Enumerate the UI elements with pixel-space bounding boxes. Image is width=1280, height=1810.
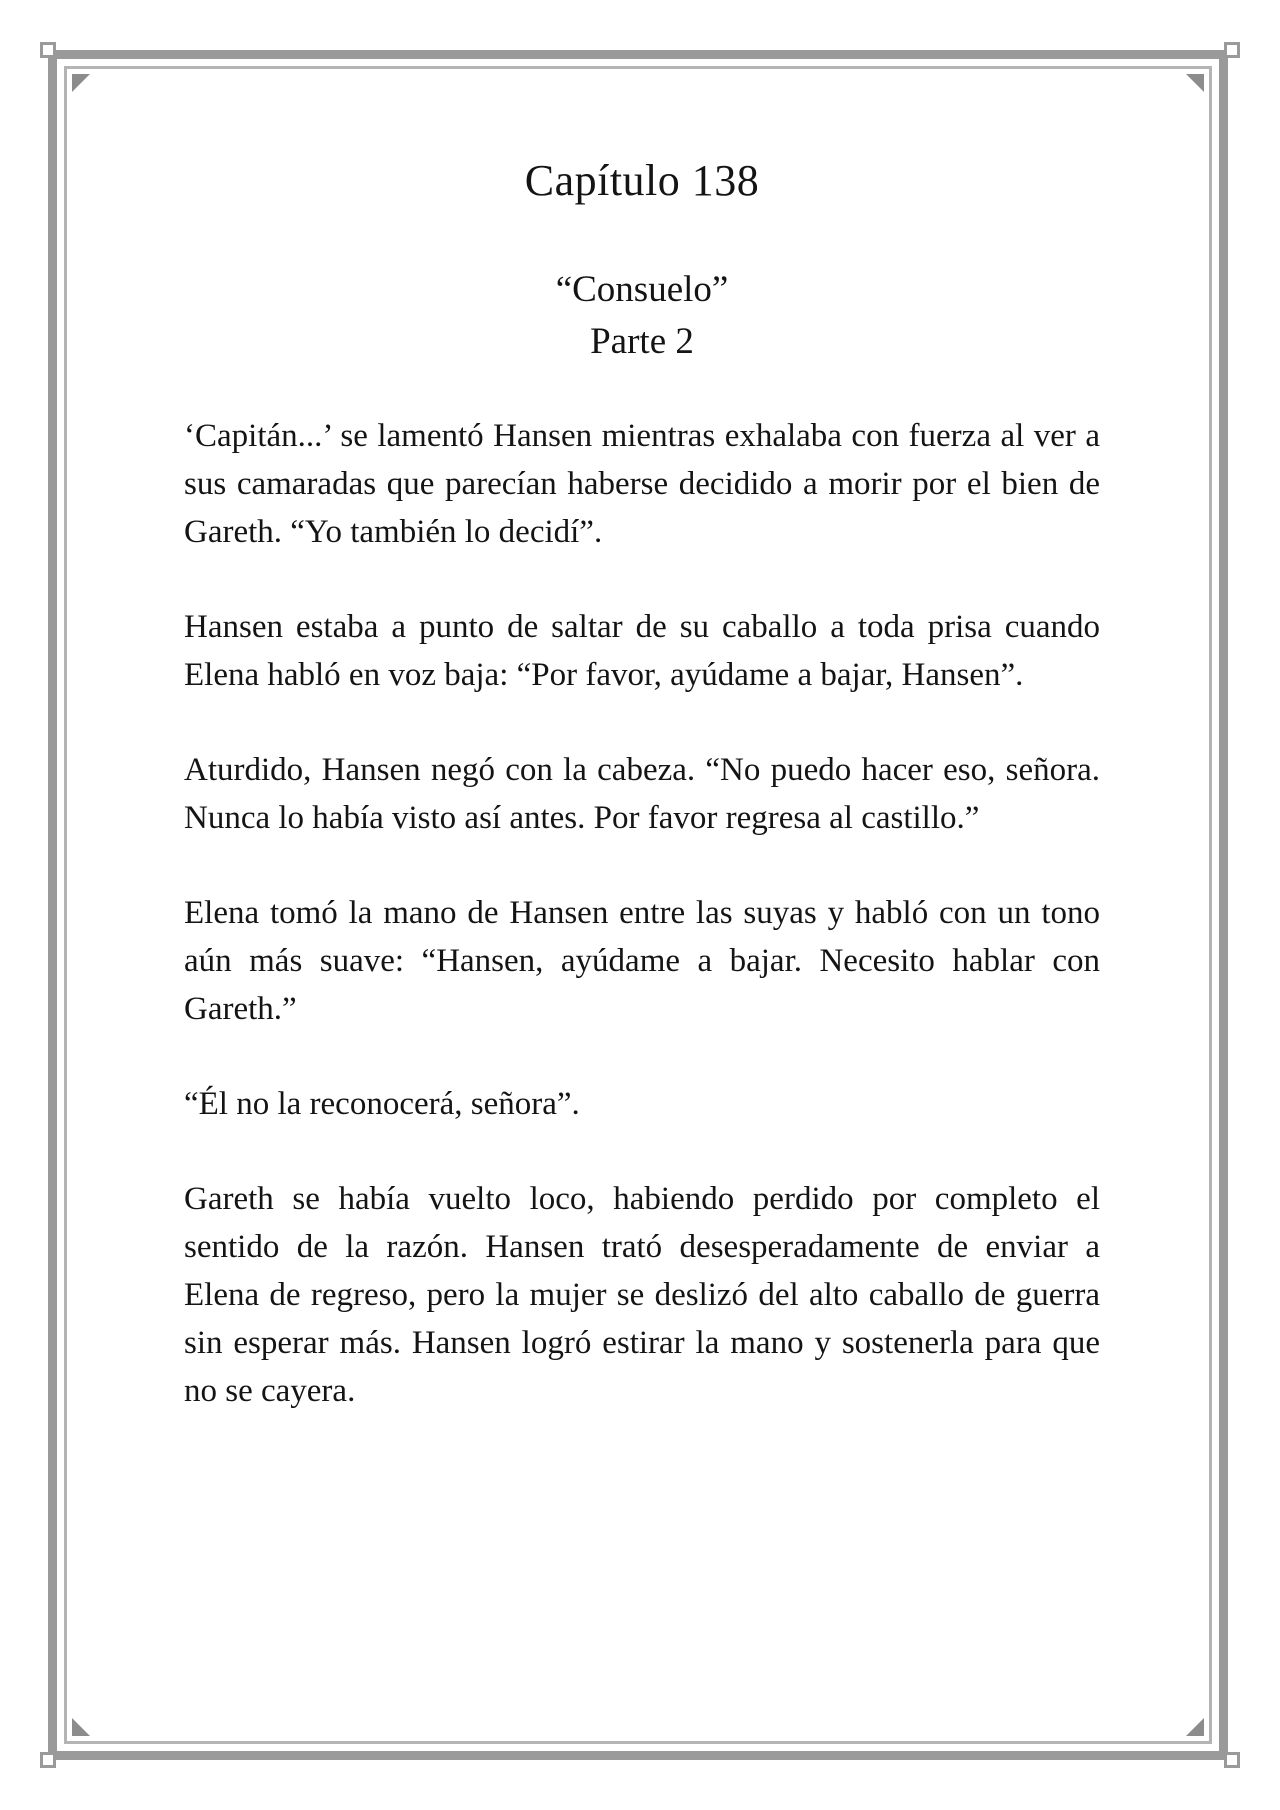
- corner-triangle-ornament: [72, 74, 90, 92]
- chapter-title: Capítulo 138: [524, 156, 760, 205]
- frame-corner-ornament: [1224, 42, 1240, 58]
- chapter-part: Parte 2: [590, 321, 694, 362]
- chapter-subtitle: “Consuelo”: [555, 269, 729, 310]
- paragraph: ‘Capitán...’ se lamentó Hansen mientras exhalaba con fuerza al ver a sus camaradas que parecían haberse decidido a morir por el bien de Gareth. “Yo también lo decidí”.: [184, 418, 1100, 550]
- frame-corner-ornament: [40, 42, 56, 58]
- paragraph: Elena tomó la mano de Hansen entre las suyas y habló con un tono aún más suave: “Hansen, ayúdame a bajar. Necesito hablar con Gareth.”: [184, 895, 1100, 1027]
- frame-corner-ornament: [1224, 1752, 1240, 1768]
- paragraph: Aturdido, Hansen negó con la cabeza. “No puedo hacer eso, señora. Nunca lo había visto así antes. Por favor regresa al castillo.”: [184, 752, 1100, 836]
- corner-triangle-ornament: [1186, 1718, 1204, 1736]
- frame-corner-ornament: [40, 1752, 56, 1768]
- paragraph: Hansen estaba a punto de saltar de su caballo a toda prisa cuando Elena habló en voz baja: “Por favor, ayúdame a bajar, Hansen”.: [184, 609, 1100, 693]
- paragraph: Gareth se había vuelto loco, habiendo perdido por completo el sentido de la razón. Hansen trató desesperadamente de enviar a Elena de regreso, pero la mujer se deslizó del alto caballo de guerra sin esperar más. Hansen logró estirar la mano y sostenerla para que no se cayera.: [184, 1181, 1100, 1409]
- page-content: [184, 150, 1100, 1462]
- chapter-body: [184, 412, 1100, 1415]
- chapter-subtitle-block: [184, 264, 1100, 368]
- corner-triangle-ornament: [72, 1718, 90, 1736]
- paragraph: “Él no la reconocerá, señora”.: [184, 1086, 580, 1122]
- corner-triangle-ornament: [1186, 74, 1204, 92]
